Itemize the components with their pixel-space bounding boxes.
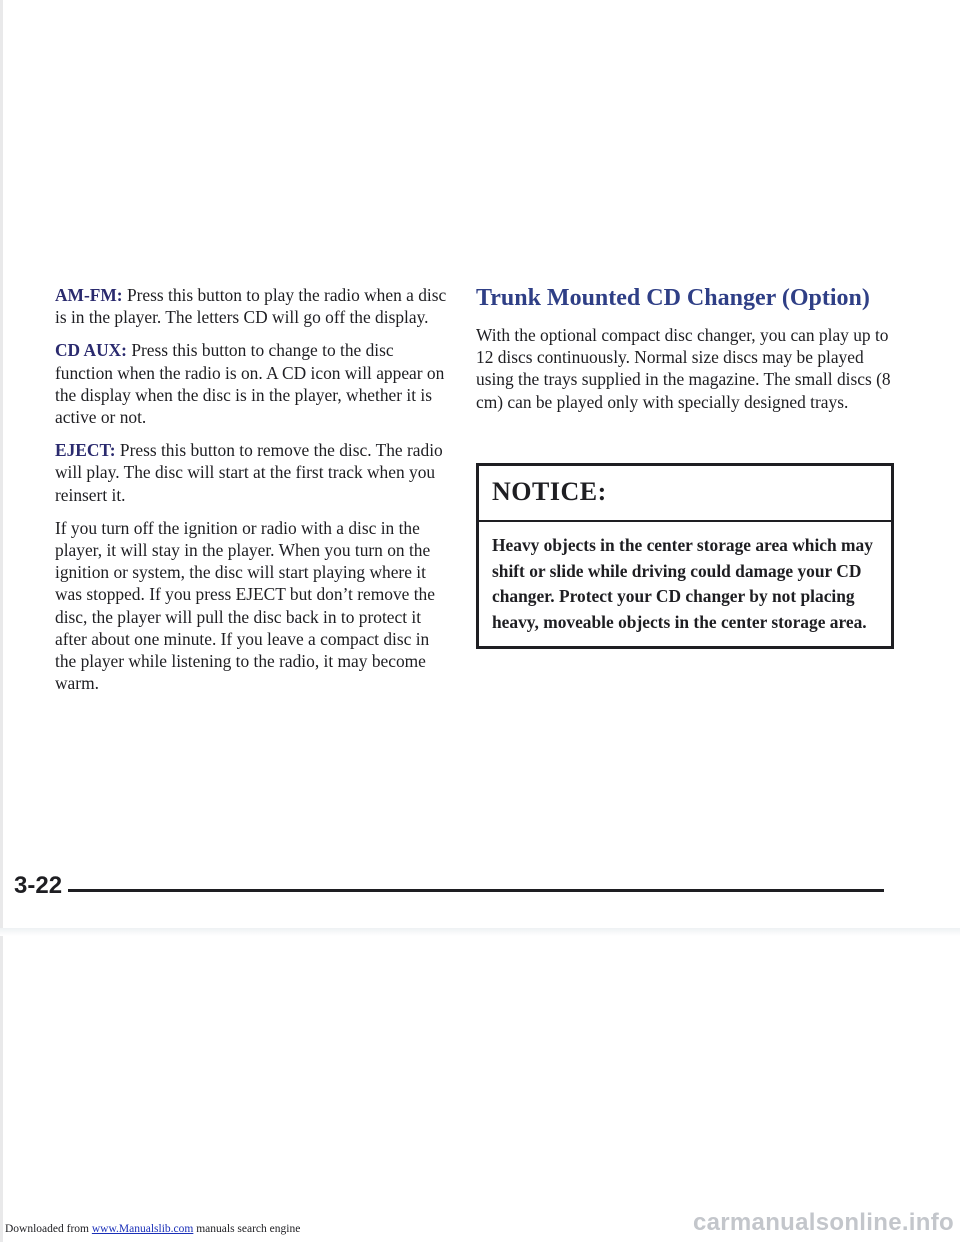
notice-heading: NOTICE: [479,466,891,522]
text-eject: Press this button to remove the disc. The radio will play. The disc will start at the first track when you reinsert it. [55,440,443,505]
section-body: With the optional compact disc changer, you can play up to 12 discs continuously. Normal size discs may be played using the trays supplied in the magazine. The small discs (8 cm) can be played only with specially designed trays. [476,325,891,412]
paragraph-ignition [55,517,447,695]
text-am-fm: Press this button to play the radio when a disc is in the player. The letters CD will go off the display. [55,285,447,328]
scan-margin-shadow [0,0,3,1242]
text-cd-aux: Press this button to change to the disc function when the radio is on. A CD icon will appear on the display when the disc is in the player, whether it is active or not. [55,340,445,428]
term-cd-aux: CD AUX: [55,340,127,361]
paragraph-cd-aux [55,339,447,428]
notice-body: Heavy objects in the center storage area which may shift or slide while driving could damage your CD changer. Protect your CD changer by not placing heavy, moveable objects in the center storage area. [492,535,873,632]
text-ignition: If you turn off the ignition or radio with a disc in the player, it will stay in the player. When you turn on the ignition or system, the disc will start playing where it was stopped. If you press EJECT but don’t remove the disc, the player will pull the disc back in to protect it after about one minute. If you leave a compact disc in the player while listening to the radio, it may become warm. [55,517,435,694]
paragraph-eject [55,439,447,506]
download-prefix: Downloaded from [5,1223,92,1235]
page-number: 3-22 [14,872,63,899]
download-suffix: manuals search engine [193,1223,301,1235]
left-column [55,284,447,705]
paragraph-am-fm [55,284,447,328]
page-bottom-edge [0,928,960,936]
notice-box [476,463,894,649]
term-eject: EJECT: [55,440,116,461]
download-attribution [5,1222,300,1236]
watermark: carmanualsonline.info [692,1209,954,1236]
footer-rule [68,889,884,892]
term-am-fm: AM-FM: [55,285,123,305]
manualslib-link[interactable]: www.Manualslib.com [91,1223,194,1235]
section-title: Trunk Mounted CD Changer (Option) [476,285,870,311]
right-column [476,284,896,413]
